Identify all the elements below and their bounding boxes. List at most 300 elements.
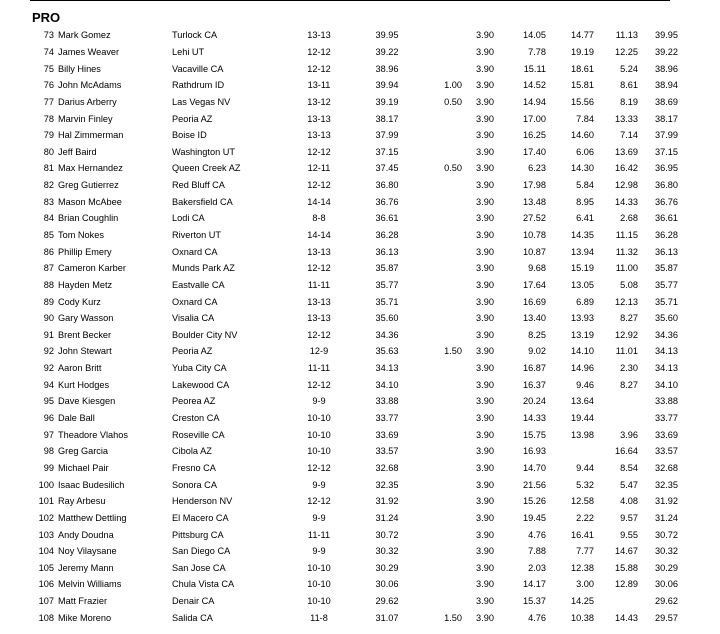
value-cell: 14.77 bbox=[571, 30, 594, 41]
value-cell: 12.89 bbox=[615, 579, 638, 590]
value-cell: 3.90 bbox=[476, 163, 494, 174]
final-score-cell: 29.62 bbox=[655, 596, 678, 607]
hometown: Roseville CA bbox=[172, 429, 225, 440]
record-cell: 13-12 bbox=[307, 96, 331, 107]
value-cell: 8.54 bbox=[620, 462, 638, 473]
bonus-cell bbox=[418, 110, 462, 127]
total-cell: 31.07 bbox=[375, 612, 399, 623]
competitor-name: Marvin Finley bbox=[58, 113, 113, 124]
table-row bbox=[30, 310, 678, 327]
value-cell: 7.88 bbox=[528, 546, 546, 557]
rank-cell: 107 bbox=[38, 596, 54, 607]
final-score-cell: 34.13 bbox=[655, 346, 678, 357]
final-score-cell: 38.94 bbox=[655, 80, 678, 91]
competitor-name: Kurt Hodges bbox=[58, 379, 110, 390]
value-cell: 14.25 bbox=[571, 596, 594, 607]
total-cell: 30.32 bbox=[375, 546, 399, 557]
bonus-cell bbox=[418, 143, 462, 160]
final-score-cell: 29.57 bbox=[655, 612, 678, 623]
competitor-name: Dave Kiesgen bbox=[58, 396, 116, 407]
final-score-cell: 30.32 bbox=[655, 546, 678, 557]
bonus-cell bbox=[418, 193, 462, 210]
value-cell: 13.64 bbox=[571, 396, 594, 407]
value-cell: 3.90 bbox=[476, 296, 494, 307]
value-cell: 3.90 bbox=[476, 529, 494, 540]
value-cell: 3.90 bbox=[476, 413, 494, 424]
value-cell: 3.90 bbox=[476, 213, 494, 224]
competitor-name: Dale Ball bbox=[58, 413, 95, 424]
record-cell: 9-9 bbox=[312, 396, 326, 407]
value-cell: 15.88 bbox=[615, 562, 638, 573]
competitor-name: Hayden Metz bbox=[58, 279, 113, 290]
total-cell: 39.94 bbox=[375, 80, 399, 91]
final-score-cell: 33.57 bbox=[655, 446, 678, 457]
table-row bbox=[30, 360, 678, 377]
value-cell: 21.56 bbox=[523, 479, 546, 490]
value-cell: 8.27 bbox=[620, 313, 638, 324]
competitor-name: Melvin Williams bbox=[58, 579, 122, 590]
final-score-cell: 35.71 bbox=[655, 296, 678, 307]
value-cell: 16.42 bbox=[615, 163, 638, 174]
value-cell: 15.81 bbox=[571, 80, 594, 91]
value-cell: 13.94 bbox=[571, 246, 594, 257]
record-cell: 12-12 bbox=[307, 329, 331, 340]
final-score-cell: 36.76 bbox=[655, 196, 678, 207]
final-score-cell: 36.61 bbox=[655, 213, 678, 224]
rank-cell: 86 bbox=[43, 246, 54, 257]
final-score-cell: 32.35 bbox=[655, 479, 678, 490]
total-cell: 33.57 bbox=[375, 446, 399, 457]
record-cell: 10-10 bbox=[307, 413, 331, 424]
record-cell: 13-13 bbox=[307, 30, 331, 41]
value-cell: 4.76 bbox=[528, 529, 546, 540]
final-score-cell: 30.06 bbox=[655, 579, 678, 590]
competitor-name: Greg Gutierrez bbox=[58, 180, 119, 191]
value-cell: 3.90 bbox=[476, 279, 494, 290]
record-cell: 11-11 bbox=[307, 279, 331, 290]
value-cell: 14.96 bbox=[571, 363, 594, 374]
value-cell: 3.90 bbox=[476, 462, 494, 473]
value-cell: 13.69 bbox=[615, 146, 638, 157]
hometown: Boulder City NV bbox=[172, 329, 238, 340]
value-cell: 3.90 bbox=[476, 363, 494, 374]
rank-cell: 73 bbox=[43, 30, 54, 41]
value-cell: 12.25 bbox=[615, 46, 638, 57]
competitor-name: Jeremy Mann bbox=[58, 562, 114, 573]
value-cell: 15.11 bbox=[523, 63, 546, 74]
rank-cell: 104 bbox=[38, 546, 54, 557]
table-row bbox=[30, 476, 678, 493]
competitor-name: Aaron Britt bbox=[58, 363, 102, 374]
bonus-cell bbox=[418, 426, 462, 443]
total-cell: 36.28 bbox=[375, 230, 399, 240]
competitor-name: Andy Doudna bbox=[58, 529, 114, 540]
record-cell: 13-11 bbox=[307, 80, 331, 91]
bonus-cell bbox=[418, 210, 462, 227]
record-cell: 11-8 bbox=[310, 612, 328, 623]
hometown: San Diego CA bbox=[172, 546, 231, 557]
value-cell: 7.14 bbox=[620, 130, 638, 141]
competitor-name: Matt Frazier bbox=[58, 596, 108, 607]
value-cell: 17.98 bbox=[523, 180, 546, 191]
hometown: Yuba City CA bbox=[172, 363, 227, 374]
bonus-cell: 1.00 bbox=[444, 80, 462, 91]
final-score-cell: 31.24 bbox=[655, 512, 678, 523]
table-row bbox=[30, 526, 678, 543]
final-score-cell: 36.28 bbox=[655, 230, 678, 240]
table-row bbox=[30, 44, 678, 61]
bonus-cell bbox=[418, 260, 462, 277]
total-cell: 37.15 bbox=[375, 146, 399, 157]
total-cell: 38.17 bbox=[375, 113, 399, 124]
value-cell: 3.90 bbox=[476, 146, 494, 157]
rank-cell: 76 bbox=[43, 80, 54, 91]
bonus-cell bbox=[418, 543, 462, 560]
rank-cell: 91 bbox=[43, 329, 54, 340]
value-cell: 14.35 bbox=[571, 230, 594, 240]
hometown: Munds Park AZ bbox=[172, 263, 235, 274]
value-cell: 9.57 bbox=[620, 512, 638, 523]
bonus-cell: 1.50 bbox=[444, 612, 462, 623]
value-cell: 12.13 bbox=[615, 296, 638, 307]
total-cell: 32.35 bbox=[375, 479, 399, 490]
table-row bbox=[30, 110, 678, 127]
total-cell: 29.62 bbox=[375, 596, 399, 607]
rank-cell: 108 bbox=[38, 612, 54, 623]
hometown: Pittsburg CA bbox=[172, 529, 224, 540]
total-cell: 30.29 bbox=[375, 562, 399, 573]
record-cell: 12-12 bbox=[307, 379, 331, 390]
table-row bbox=[30, 160, 678, 177]
total-cell: 33.69 bbox=[375, 429, 399, 440]
bonus-cell bbox=[418, 476, 462, 493]
header-rule bbox=[30, 0, 670, 5]
record-cell: 11-11 bbox=[307, 529, 331, 540]
table-row bbox=[30, 94, 678, 111]
rank-cell: 96 bbox=[43, 413, 54, 424]
table-row bbox=[30, 576, 678, 593]
hometown: Chula Vista CA bbox=[172, 579, 235, 590]
value-cell: 7.84 bbox=[576, 113, 594, 124]
table-row bbox=[30, 210, 678, 227]
value-cell: 13.40 bbox=[523, 313, 546, 324]
bonus-cell bbox=[418, 376, 462, 393]
value-cell: 11.00 bbox=[615, 263, 638, 274]
value-cell: 2.03 bbox=[528, 562, 546, 573]
bonus-cell bbox=[418, 560, 462, 577]
final-score-cell: 38.69 bbox=[655, 96, 678, 107]
total-cell: 35.60 bbox=[375, 313, 399, 324]
value-cell: 3.90 bbox=[476, 46, 494, 57]
final-score-cell: 31.92 bbox=[655, 496, 678, 507]
value-cell: 3.90 bbox=[476, 180, 494, 191]
value-cell bbox=[594, 593, 638, 610]
value-cell: 14.30 bbox=[571, 163, 594, 174]
competitor-name: Cameron Karber bbox=[58, 263, 126, 274]
value-cell: 10.78 bbox=[523, 230, 546, 240]
total-cell: 36.76 bbox=[375, 196, 399, 207]
hometown: Peoria AZ bbox=[172, 346, 213, 357]
record-cell: 13-13 bbox=[307, 313, 331, 324]
bonus-cell bbox=[418, 410, 462, 427]
rank-cell: 80 bbox=[43, 146, 54, 157]
rank-cell: 98 bbox=[43, 446, 54, 457]
value-cell: 3.90 bbox=[476, 562, 494, 573]
bonus-cell bbox=[418, 443, 462, 460]
value-cell: 8.61 bbox=[620, 80, 638, 91]
final-score-cell: 35.60 bbox=[655, 313, 678, 324]
total-cell: 38.96 bbox=[375, 63, 399, 74]
hometown: Fresno CA bbox=[172, 462, 216, 473]
hometown: Eastvalle CA bbox=[172, 279, 225, 290]
final-score-cell: 32.68 bbox=[655, 462, 678, 473]
hometown: Lakewood CA bbox=[172, 379, 230, 390]
competitor-name: Noy Vilaysane bbox=[58, 546, 117, 557]
value-cell: 14.94 bbox=[523, 96, 546, 107]
competitor-name: Hal Zimmerman bbox=[58, 130, 124, 141]
value-cell: 3.90 bbox=[476, 113, 494, 124]
final-score-cell: 33.69 bbox=[655, 429, 678, 440]
rank-cell: 83 bbox=[43, 196, 54, 207]
rank-cell: 94 bbox=[43, 379, 54, 390]
hometown: Peorea AZ bbox=[172, 396, 216, 407]
rank-cell: 79 bbox=[43, 130, 54, 141]
table-row bbox=[30, 77, 678, 94]
section-title: PRO bbox=[32, 10, 61, 25]
value-cell: 3.90 bbox=[476, 130, 494, 141]
value-cell: 3.90 bbox=[476, 546, 494, 557]
hometown: Washington UT bbox=[172, 146, 235, 157]
value-cell: 2.68 bbox=[620, 213, 638, 224]
bonus-cell: 0.50 bbox=[444, 96, 462, 107]
value-cell: 13.05 bbox=[571, 279, 594, 290]
rank-cell: 77 bbox=[43, 96, 54, 107]
bonus-cell: 1.50 bbox=[444, 346, 462, 357]
value-cell: 3.00 bbox=[576, 579, 594, 590]
bonus-cell bbox=[418, 510, 462, 527]
record-cell: 12-12 bbox=[307, 496, 331, 507]
rank-cell: 87 bbox=[43, 263, 54, 274]
value-cell: 9.46 bbox=[576, 379, 594, 390]
record-cell: 10-10 bbox=[307, 429, 331, 440]
hometown: Boise ID bbox=[172, 130, 207, 141]
total-cell: 32.68 bbox=[375, 462, 399, 473]
bonus-cell bbox=[418, 327, 462, 344]
bonus-cell bbox=[418, 576, 462, 593]
value-cell: 8.27 bbox=[620, 379, 638, 390]
competitor-name: Brian Coughlin bbox=[58, 213, 119, 224]
total-cell: 31.92 bbox=[375, 496, 399, 507]
final-score-cell: 39.95 bbox=[655, 30, 678, 41]
competitor-name: Billy Hines bbox=[58, 63, 101, 74]
rank-cell: 92 bbox=[43, 346, 54, 357]
record-cell: 9-9 bbox=[312, 479, 326, 490]
record-cell: 9-9 bbox=[312, 546, 326, 557]
value-cell: 3.90 bbox=[476, 596, 494, 607]
final-score-cell: 35.87 bbox=[655, 263, 678, 274]
table-row bbox=[30, 127, 678, 144]
total-cell: 35.87 bbox=[375, 263, 399, 274]
value-cell: 3.90 bbox=[476, 263, 494, 274]
value-cell: 18.61 bbox=[571, 63, 594, 74]
value-cell: 9.02 bbox=[528, 346, 546, 357]
final-score-cell: 30.72 bbox=[655, 529, 678, 540]
value-cell: 3.90 bbox=[476, 329, 494, 340]
competitor-name: Theadore Vlahos bbox=[58, 429, 128, 440]
total-cell: 39.22 bbox=[375, 46, 399, 57]
record-cell: 13-13 bbox=[307, 113, 331, 124]
bonus-cell bbox=[418, 277, 462, 294]
value-cell: 8.19 bbox=[620, 96, 638, 107]
record-cell: 8-8 bbox=[312, 213, 326, 224]
value-cell: 4.76 bbox=[528, 612, 546, 623]
competitor-name: John McAdams bbox=[58, 80, 122, 91]
table-row bbox=[30, 227, 678, 244]
total-cell: 37.99 bbox=[375, 130, 399, 141]
table-row bbox=[30, 343, 678, 360]
bonus-cell bbox=[418, 460, 462, 477]
rank-cell: 88 bbox=[43, 279, 54, 290]
hometown: Red Bluff CA bbox=[172, 180, 225, 191]
record-cell: 12-12 bbox=[307, 462, 331, 473]
value-cell: 20.24 bbox=[523, 396, 546, 407]
rank-cell: 95 bbox=[43, 396, 54, 407]
value-cell: 3.90 bbox=[476, 496, 494, 507]
hometown: Lehi UT bbox=[172, 46, 205, 57]
table-row bbox=[30, 393, 678, 410]
bonus-cell bbox=[418, 177, 462, 194]
final-score-cell: 37.99 bbox=[655, 130, 678, 141]
value-cell: 14.05 bbox=[523, 30, 546, 41]
rank-cell: 78 bbox=[43, 113, 54, 124]
value-cell: 19.45 bbox=[523, 512, 546, 523]
total-cell: 34.36 bbox=[375, 329, 399, 340]
competitor-name: Max Hernandez bbox=[58, 163, 123, 174]
rank-cell: 106 bbox=[38, 579, 54, 590]
record-cell: 12-12 bbox=[307, 46, 331, 57]
total-cell: 37.45 bbox=[375, 163, 399, 174]
hometown: Salida CA bbox=[172, 612, 213, 623]
value-cell: 8.95 bbox=[576, 196, 594, 207]
value-cell: 13.93 bbox=[571, 313, 594, 324]
hometown: Queen Creek AZ bbox=[172, 163, 241, 174]
competitor-name: Matthew Dettling bbox=[58, 512, 127, 523]
value-cell: 11.13 bbox=[615, 30, 638, 41]
rank-cell: 100 bbox=[38, 479, 54, 490]
hometown: Rathdrum ID bbox=[172, 80, 225, 91]
record-cell: 12-12 bbox=[307, 263, 331, 274]
value-cell: 15.75 bbox=[523, 429, 546, 440]
hometown: Las Vegas NV bbox=[172, 96, 231, 107]
competitor-name: Isaac Budesilich bbox=[58, 479, 125, 490]
results-table-body bbox=[30, 27, 678, 626]
bonus-cell bbox=[418, 293, 462, 310]
rank-cell: 89 bbox=[43, 296, 54, 307]
table-row bbox=[30, 193, 678, 210]
value-cell: 11.32 bbox=[615, 246, 638, 257]
value-cell: 9.55 bbox=[620, 529, 638, 540]
rank-cell: 92 bbox=[43, 363, 54, 374]
value-cell: 5.47 bbox=[620, 479, 638, 490]
value-cell: 12.98 bbox=[615, 180, 638, 191]
value-cell: 3.90 bbox=[476, 512, 494, 523]
record-cell: 11-11 bbox=[307, 363, 331, 374]
value-cell: 14.43 bbox=[615, 612, 638, 623]
record-cell: 14-14 bbox=[307, 196, 331, 207]
competitor-name: John Stewart bbox=[58, 346, 112, 357]
final-score-cell: 34.36 bbox=[655, 329, 678, 340]
hometown: Peoria AZ bbox=[172, 113, 213, 124]
value-cell: 5.08 bbox=[620, 279, 638, 290]
value-cell: 3.90 bbox=[476, 30, 494, 41]
bonus-cell bbox=[418, 243, 462, 260]
total-cell: 36.80 bbox=[375, 180, 399, 191]
total-cell: 34.10 bbox=[375, 379, 399, 390]
value-cell: 13.48 bbox=[523, 196, 546, 207]
value-cell: 16.25 bbox=[523, 130, 546, 141]
table-row bbox=[30, 277, 678, 294]
value-cell: 16.69 bbox=[523, 296, 546, 307]
rank-cell: 101 bbox=[38, 496, 54, 507]
record-cell: 9-9 bbox=[312, 512, 326, 523]
record-cell: 12-12 bbox=[307, 146, 331, 157]
table-row bbox=[30, 426, 678, 443]
value-cell: 17.40 bbox=[523, 146, 546, 157]
bonus-cell bbox=[418, 227, 462, 244]
hometown: Turlock CA bbox=[172, 30, 218, 41]
value-cell: 3.90 bbox=[476, 313, 494, 324]
rank-cell: 99 bbox=[43, 462, 54, 473]
hometown: San Jose CA bbox=[172, 562, 226, 573]
table-row bbox=[30, 260, 678, 277]
value-cell: 3.90 bbox=[476, 230, 494, 240]
final-score-cell: 36.95 bbox=[655, 163, 678, 174]
value-cell: 8.25 bbox=[528, 329, 546, 340]
value-cell: 12.38 bbox=[571, 562, 594, 573]
bonus-cell bbox=[418, 310, 462, 327]
competitor-name: Ray Arbesu bbox=[58, 496, 106, 507]
value-cell: 6.89 bbox=[576, 296, 594, 307]
total-cell: 36.61 bbox=[375, 213, 399, 224]
hometown: El Macero CA bbox=[172, 512, 229, 523]
final-score-cell: 38.17 bbox=[655, 113, 678, 124]
table-row bbox=[30, 460, 678, 477]
value-cell: 7.77 bbox=[576, 546, 594, 557]
table-row bbox=[30, 143, 678, 160]
value-cell bbox=[546, 443, 594, 460]
value-cell: 16.41 bbox=[571, 529, 594, 540]
value-cell: 14.10 bbox=[571, 346, 594, 357]
value-cell: 2.22 bbox=[576, 512, 594, 523]
value-cell: 14.52 bbox=[523, 80, 546, 91]
rank-cell: 103 bbox=[38, 529, 54, 540]
hometown: Creston CA bbox=[172, 413, 220, 424]
value-cell: 11.15 bbox=[615, 230, 638, 240]
total-cell: 35.77 bbox=[375, 279, 399, 290]
value-cell: 6.41 bbox=[576, 213, 594, 224]
value-cell: 17.00 bbox=[523, 113, 546, 124]
value-cell: 13.19 bbox=[571, 329, 594, 340]
value-cell: 14.33 bbox=[523, 413, 546, 424]
total-cell: 34.13 bbox=[375, 363, 399, 374]
value-cell: 3.90 bbox=[476, 612, 494, 623]
bonus-cell bbox=[418, 44, 462, 61]
hometown: Bakersfield CA bbox=[172, 196, 233, 207]
bonus-cell: 0.50 bbox=[444, 163, 462, 174]
value-cell: 11.01 bbox=[615, 346, 638, 357]
value-cell: 5.32 bbox=[576, 479, 594, 490]
value-cell: 16.64 bbox=[615, 446, 638, 457]
